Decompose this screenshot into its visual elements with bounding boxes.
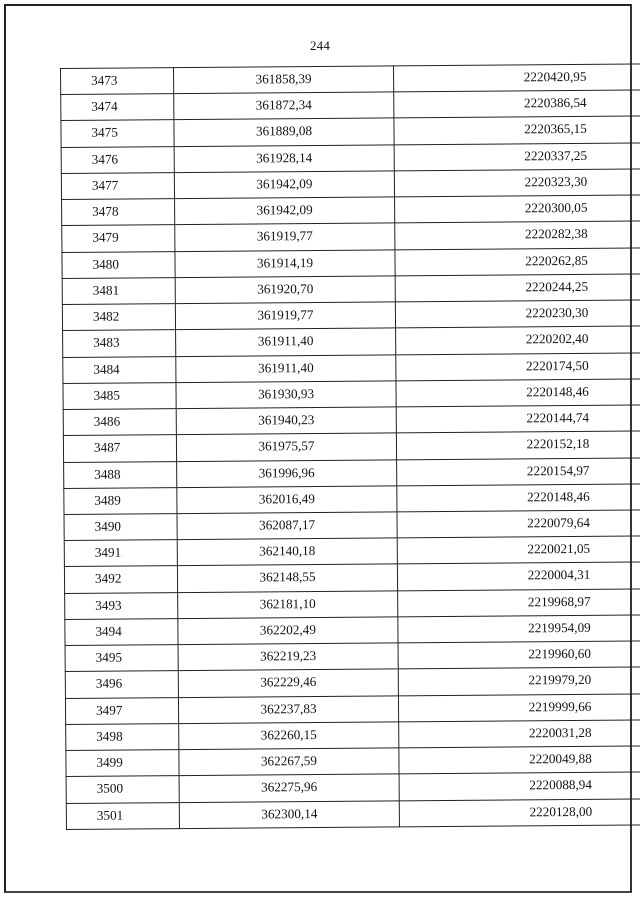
point-number-cell: 3492 [64, 566, 177, 593]
y-coordinate-cell: 2219999,66 [398, 693, 640, 721]
y-coordinate-cell: 2220386,54 [394, 90, 640, 118]
point-number-cell: 3498 [66, 723, 179, 750]
x-coordinate-cell: 362202,49 [178, 617, 398, 645]
y-coordinate-cell: 2220420,95 [393, 64, 640, 92]
point-number-cell: 3490 [64, 514, 177, 541]
point-number-cell: 3486 [63, 409, 176, 436]
point-number-cell: 3484 [63, 356, 176, 383]
point-number-cell: 3500 [66, 776, 179, 803]
point-number-cell: 3482 [62, 304, 175, 331]
point-number-cell: 3477 [61, 173, 174, 200]
y-coordinate-cell: 2220148,46 [397, 483, 640, 511]
y-coordinate-cell: 2220174,50 [396, 352, 640, 380]
x-coordinate-cell: 361996,96 [177, 459, 397, 487]
x-coordinate-cell: 361889,08 [174, 118, 394, 146]
y-coordinate-cell: 2219979,20 [398, 667, 640, 695]
point-number-cell: 3487 [63, 435, 176, 462]
y-coordinate-cell: 2220128,00 [399, 798, 640, 827]
x-coordinate-cell: 362140,18 [177, 538, 397, 566]
point-number-cell: 3474 [61, 94, 174, 121]
x-coordinate-cell: 361872,34 [174, 92, 394, 120]
y-coordinate-cell: 2220323,30 [394, 169, 640, 197]
x-coordinate-cell: 362148,55 [177, 564, 397, 592]
y-coordinate-cell: 2220300,05 [395, 195, 640, 223]
x-coordinate-cell: 361911,40 [176, 328, 396, 356]
y-coordinate-cell: 2220144,74 [396, 405, 640, 433]
y-coordinate-cell: 2220088,94 [399, 772, 640, 800]
x-coordinate-cell: 361919,77 [175, 223, 395, 251]
x-coordinate-cell: 362275,96 [179, 774, 399, 802]
x-coordinate-cell: 361928,14 [174, 145, 394, 173]
x-coordinate-cell: 361942,09 [175, 197, 395, 225]
point-number-cell: 3494 [65, 619, 178, 646]
y-coordinate-cell: 2220079,64 [397, 510, 640, 538]
point-number-cell: 3479 [62, 225, 175, 252]
y-coordinate-cell: 2220154,97 [397, 457, 640, 485]
point-number-cell: 3481 [62, 277, 175, 304]
point-number-cell: 3480 [62, 251, 175, 278]
x-coordinate-cell: 362229,46 [178, 669, 398, 697]
point-number-cell: 3478 [62, 199, 175, 226]
y-coordinate-cell: 2219968,97 [398, 588, 640, 616]
y-coordinate-cell: 2220004,31 [397, 562, 640, 590]
y-coordinate-cell: 2220021,05 [397, 536, 640, 564]
x-coordinate-cell: 361975,57 [176, 433, 396, 461]
y-coordinate-cell: 2220049,88 [399, 746, 640, 774]
coordinates-table [60, 63, 640, 830]
point-number-cell: 3483 [63, 330, 176, 357]
point-number-cell: 3485 [63, 382, 176, 409]
y-coordinate-cell: 2219960,60 [398, 641, 640, 669]
x-coordinate-cell: 362219,23 [178, 643, 398, 671]
table-row [66, 798, 640, 829]
y-coordinate-cell: 2220152,18 [396, 431, 640, 459]
point-number-cell: 3491 [64, 540, 177, 567]
y-coordinate-cell: 2220282,38 [395, 221, 640, 249]
point-number-cell: 3495 [65, 645, 178, 672]
point-number-cell: 3497 [65, 697, 178, 724]
x-coordinate-cell: 362267,59 [179, 748, 399, 776]
point-number-cell: 3473 [61, 68, 174, 95]
y-coordinate-cell: 2220337,25 [394, 142, 640, 170]
y-coordinate-cell: 2220365,15 [394, 116, 640, 144]
x-coordinate-cell: 362181,10 [178, 591, 398, 619]
x-coordinate-cell: 362237,83 [178, 695, 398, 723]
x-coordinate-cell: 362260,15 [179, 722, 399, 750]
point-number-cell: 3499 [66, 750, 179, 777]
x-coordinate-cell: 361911,40 [176, 354, 396, 382]
y-coordinate-cell: 2220230,30 [395, 300, 640, 328]
x-coordinate-cell: 361920,70 [175, 276, 395, 304]
coordinates-table-body [61, 64, 640, 830]
x-coordinate-cell: 362087,17 [177, 512, 397, 540]
page-number: 244 [309, 38, 331, 53]
point-number-cell: 3489 [64, 487, 177, 514]
point-number-cell: 3496 [65, 671, 178, 698]
x-coordinate-cell: 362300,14 [179, 800, 399, 828]
point-number-cell: 3493 [65, 592, 178, 619]
point-number-cell: 3501 [66, 802, 179, 829]
point-number-cell: 3475 [61, 120, 174, 147]
y-coordinate-cell: 2220244,25 [395, 274, 640, 302]
y-coordinate-cell: 2220202,40 [396, 326, 640, 354]
x-coordinate-cell: 361858,39 [174, 66, 394, 94]
x-coordinate-cell: 361942,09 [174, 171, 394, 199]
y-coordinate-cell: 2219954,09 [398, 615, 640, 643]
x-coordinate-cell: 361914,19 [175, 250, 395, 278]
y-coordinate-cell: 2220262,85 [395, 247, 640, 275]
point-number-cell: 3488 [64, 461, 177, 488]
x-coordinate-cell: 362016,49 [177, 486, 397, 514]
y-coordinate-cell: 2220148,46 [396, 378, 640, 406]
x-coordinate-cell: 361919,77 [175, 302, 395, 330]
y-coordinate-cell: 2220031,28 [399, 719, 640, 747]
point-number-cell: 3476 [61, 146, 174, 173]
x-coordinate-cell: 361940,23 [176, 407, 396, 435]
x-coordinate-cell: 361930,93 [176, 381, 396, 409]
